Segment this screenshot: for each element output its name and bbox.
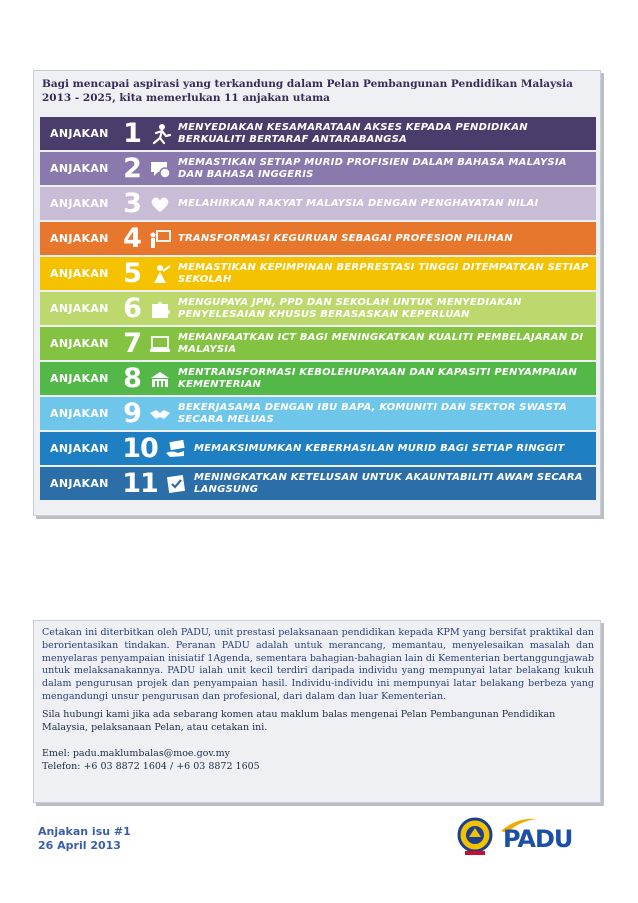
anjakan-row [40,292,596,325]
anjakan-label: ANJAKAN [50,442,109,455]
anjakan-row [40,117,596,150]
contact-phone: Telefon: +6 03 8872 1604 / +6 03 8872 1605 [42,760,260,772]
contact-info [42,748,594,774]
anjakan-number: 2 [123,153,141,184]
anjakan-row [40,327,596,360]
about-paragraph: Cetakan ini diterbitkan oleh PADU, unit prestasi pelaksanaan pendidikan kepada KPM yang bersifat praktikal dan berorientasikan tindakan. Peranan PADU adalah untuk merancang, memantau, menyelesaikan masalah dan menyelaras penyampaian inisiatif 1Agenda, sementara bahagian-bahagian lain di Kementerian bertanggungjawab untuk melaksanakannya. PADU ialah unit kecil terdiri daripada individu yang mempunyai latar belakang kukuh dalam pengurusan projek dan penyampaian hasil. Individu-individu ini mempunyai latar belakang berbeza yang mengandungi unsur pengurusan dan profesional, dari dalam dan luar Kementerian. [42,627,594,702]
anjakan-number: 4 [123,223,141,254]
anjakan-panel [33,70,601,516]
issue-date: 26 April 2013 [38,839,121,852]
anjakan-label: ANJAKAN [50,127,109,140]
anjakan-text: MEMAKSIMUMKAN KEBERHASILAN MURID BAGI SETIAP RINGGIT [194,442,565,454]
anjakan-text: MENGUPAYA JPN, PPD DAN SEKOLAH UNTUK MENYEDIAKAN PENYELESAIAN KHUSUS BERASASKAN KEPERLUAN [178,296,522,320]
handshake-icon [148,403,172,425]
anjakan-text: MENYEDIAKAN KESAMARATAAN AKSES KEPADA PENDIDIKAN BERKUALITI BERTARAF ANTARABANGSA [178,121,528,145]
anjakan-text: MEMANFAATKAN ICT BAGI MENINGKATKAN KUALITI PEMBELAJARAN DI MALAYSIA [178,331,584,355]
anjakan-text: MEMASTIKAN KEPIMPINAN BERPRESTASI TINGGI DITEMPATKAN SETIAP SEKOLAH [178,261,589,285]
heart-hands-icon [148,193,172,215]
anjakan-row [40,152,596,185]
anjakan-label: ANJAKAN [50,197,109,210]
about-panel [33,620,601,803]
anjakan-row [40,187,596,220]
anjakan-label: ANJAKAN [50,477,109,490]
anjakan-label: ANJAKAN [50,232,109,245]
anjakan-row [40,467,596,500]
anjakan-label: ANJAKAN [50,267,109,280]
anjakan-row [40,222,596,255]
anjakan-row [40,397,596,430]
feedback-paragraph: Sila hubungi kami jika ada sebarang komen atau maklum balas mengenai Pelan Pembangunan Pendidikan Malaysia, pelaksanaan Pelan, atau cetakan ini. [42,709,556,733]
checklist-icon [164,473,188,495]
anjakan-number: 10 [122,433,158,464]
anjakan-number: 6 [123,293,141,324]
anjakan-text: MENINGKATKAN KETELUSAN UNTUK AKAUNTABILITI AWAM SECARA LANGSUNG [194,471,583,495]
money-hand-icon [164,438,188,460]
anjakan-label: ANJAKAN [50,162,109,175]
teacher-board-icon [148,228,172,250]
anjakan-row [40,257,596,290]
anjakan-text: TRANSFORMASI KEGURUAN SEBAGAI PROFESION PILIHAN [178,232,513,244]
intro-text: Bagi mencapai aspirasi yang terkandung dalam Pelan Pembangunan Pendidikan Malaysia 2013 - 2025, kita memerlukan 11 anjakan utama [42,78,573,104]
building-icon [148,368,172,390]
contact-email[interactable]: Emel: padu.maklumbalas@moe.gov.my [42,748,231,759]
anjakan-number: 5 [123,258,141,289]
laptop-icon [148,333,172,355]
issue-number: Anjakan isu #1 [38,825,131,838]
anjakan-number: 11 [122,468,158,499]
anjakan-label: ANJAKAN [50,407,109,420]
anjakan-list [40,117,596,502]
anjakan-number: 7 [123,328,141,359]
running-person-icon [148,123,172,145]
leader-icon [148,263,172,285]
anjakan-row [40,432,596,465]
anjakan-text: MELAHIRKAN RAKYAT MALAYSIA DENGAN PENGHAYATAN NILAI [178,197,539,209]
puzzle-people-icon [148,298,172,320]
padu-logo-text: PADU [503,825,573,853]
moe-crest-icon [455,815,495,859]
anjakan-number: 3 [123,188,141,219]
footer-logos [455,815,573,861]
anjakan-number: 8 [123,363,141,394]
anjakan-text: BEKERJASAMA DENGAN IBU BAPA, KOMUNITI DAN SEKTOR SWASTA SECARA MELUAS [178,401,568,425]
speech-bubble-icon [148,158,172,180]
anjakan-number: 1 [123,118,141,149]
anjakan-label: ANJAKAN [50,372,109,385]
issue-info [38,825,131,853]
anjakan-number: 9 [123,398,141,429]
anjakan-label: ANJAKAN [50,337,109,350]
anjakan-row [40,362,596,395]
anjakan-text: MEMASTIKAN SETIAP MURID PROFISIEN DALAM BAHASA MALAYSIA DAN BAHASA INGGERIS [178,156,567,180]
anjakan-label: ANJAKAN [50,302,109,315]
anjakan-text: MENTRANSFORMASI KEBOLEHUPAYAAN DAN KAPASITI PENYAMPAIAN KEMENTERIAN [178,366,578,390]
